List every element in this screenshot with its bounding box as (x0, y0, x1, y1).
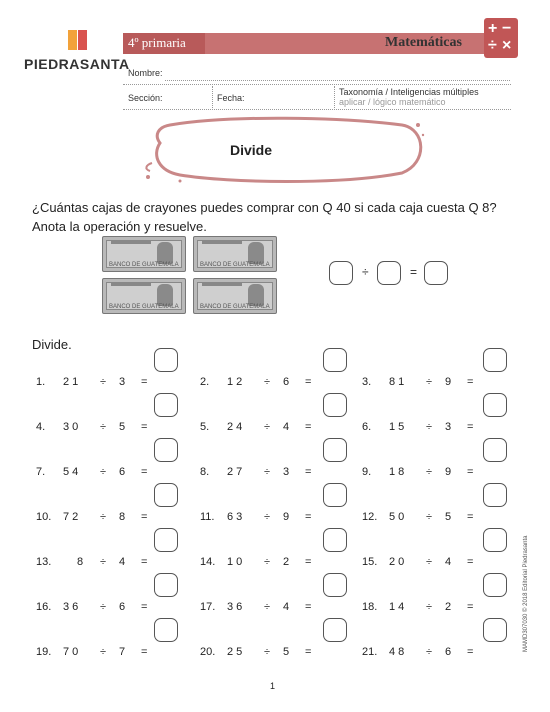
answer-box[interactable] (154, 438, 178, 462)
answer-box[interactable] (323, 528, 347, 552)
answer-box[interactable] (323, 483, 347, 507)
problem-equals-symbol: = (305, 421, 312, 433)
problem-divide-symbol: ÷ (264, 376, 271, 388)
problem-number: 17. (200, 601, 216, 613)
problem-equals-symbol: = (467, 511, 474, 523)
problem-divide-symbol: ÷ (100, 646, 107, 658)
problem-divisor: 5 (119, 421, 126, 433)
problem-dividend: 1 5 (389, 421, 405, 433)
date-label: Fecha: (217, 93, 245, 103)
answer-box[interactable] (154, 528, 178, 552)
problem-equals-symbol: = (305, 511, 312, 523)
problem-divide-symbol: ÷ (264, 556, 271, 568)
problem-equals-symbol: = (141, 421, 148, 433)
problem-equals-symbol: = (305, 466, 312, 478)
bill-image: BANCO DE GUATEMALA (102, 236, 186, 272)
divider-vertical (212, 86, 213, 108)
problem-divisor: 4 (283, 601, 290, 613)
problem-equals-symbol: = (305, 601, 312, 613)
bill-image: BANCO DE GUATEMALA (193, 278, 277, 314)
book-logo-icon (66, 28, 90, 52)
problem-equals-symbol: = (141, 601, 148, 613)
answer-box[interactable] (323, 348, 347, 372)
problem-number: 2. (200, 376, 210, 388)
problem-number: 1. (36, 376, 46, 388)
problem-dividend: 3 0 (63, 421, 79, 433)
answer-box[interactable] (483, 618, 507, 642)
problem-divide-symbol: ÷ (426, 556, 433, 568)
problem-dividend: 1 8 (389, 466, 405, 478)
problem-dividend: 5 4 (63, 466, 79, 478)
word-problem: ¿Cuántas cajas de crayones puedes comprar con Q 40 si cada caja cuesta Q 8? Anota la operación y resuelve. (32, 200, 497, 234)
answer-box[interactable] (154, 618, 178, 642)
quotient-answer-box[interactable] (424, 261, 448, 285)
problem-divisor: 4 (283, 421, 290, 433)
problem-divide-symbol: ÷ (100, 511, 107, 523)
math-operations-icon: + − ÷ × (484, 18, 518, 58)
problem-dividend: 7 0 (63, 646, 79, 658)
problem-divide-symbol: ÷ (100, 601, 107, 613)
problem-divisor: 8 (119, 511, 126, 523)
section-heading: Divide. (32, 337, 72, 352)
problem-number: 16. (36, 601, 52, 613)
bill-image: BANCO DE GUATEMALA (193, 236, 277, 272)
problem-equals-symbol: = (467, 421, 474, 433)
problem-dividend: 5 0 (389, 511, 405, 523)
problem-divide-symbol: ÷ (264, 511, 271, 523)
problem-number: 9. (362, 466, 372, 478)
problem-divide-symbol: ÷ (426, 646, 433, 658)
problem-dividend: 2 7 (227, 466, 243, 478)
publisher-name: PIEDRASANTA (24, 56, 130, 72)
problem-divide-symbol: ÷ (426, 511, 433, 523)
title-cloud-frame (140, 115, 430, 187)
problem-dividend: 6 3 (227, 511, 243, 523)
bill-image: BANCO DE GUATEMALA (102, 278, 186, 314)
problem-number: 14. (200, 556, 216, 568)
problem-dividend: 2 4 (227, 421, 243, 433)
problem-divisor: 9 (445, 466, 452, 478)
problem-divisor: 9 (445, 376, 452, 388)
answer-box[interactable] (323, 573, 347, 597)
section-label: Sección: (128, 93, 163, 103)
problem-equals-symbol: = (141, 556, 148, 568)
problem-equals-symbol: = (305, 556, 312, 568)
taxonomy-label: Taxonomía / Inteligencias múltiples (339, 87, 479, 97)
problem-equals-symbol: = (467, 601, 474, 613)
problem-dividend: 1 4 (389, 601, 405, 613)
problem-number: 21. (362, 646, 378, 658)
problem-divisor: 9 (283, 511, 290, 523)
problem-divide-symbol: ÷ (426, 376, 433, 388)
problem-divide-symbol: ÷ (100, 466, 107, 478)
problem-dividend: 1 2 (227, 376, 243, 388)
problem-equals-symbol: = (141, 376, 148, 388)
name-field[interactable] (165, 80, 510, 81)
problem-number: 19. (36, 646, 52, 658)
subject-label: Matemáticas (385, 35, 462, 50)
problem-number: 11. (200, 511, 215, 523)
page-number: 1 (270, 681, 276, 691)
problem-divide-symbol: ÷ (100, 421, 107, 433)
problem-number: 20. (200, 646, 216, 658)
problem-dividend: 2 1 (63, 376, 79, 388)
problem-divisor: 2 (283, 556, 290, 568)
problem-divide-symbol: ÷ (426, 601, 433, 613)
problem-divide-symbol: ÷ (100, 556, 107, 568)
publisher-logo (24, 28, 134, 74)
answer-box[interactable] (323, 393, 347, 417)
problem-number: 12. (362, 511, 378, 523)
problem-divisor: 3 (283, 466, 290, 478)
problem-dividend: 7 2 (63, 511, 79, 523)
problem-number: 18. (362, 601, 378, 613)
problem-equals-symbol: = (141, 646, 148, 658)
problem-divisor: 6 (119, 466, 126, 478)
problem-dividend: 8 1 (389, 376, 405, 388)
problem-dividend: 1 0 (227, 556, 243, 568)
dividend-answer-box[interactable] (329, 261, 353, 285)
answer-box[interactable] (483, 348, 507, 372)
problem-dividend: 2 5 (227, 646, 243, 658)
problem-divisor: 6 (445, 646, 452, 658)
answer-box[interactable] (483, 528, 507, 552)
problem-number: 8. (200, 466, 210, 478)
problem-divide-symbol: ÷ (264, 421, 271, 433)
problem-dividend: 3 6 (227, 601, 243, 613)
problem-equals-symbol: = (305, 646, 312, 658)
problem-equals-symbol: = (467, 556, 474, 568)
divisor-answer-box[interactable] (377, 261, 401, 285)
divide-symbol: ÷ (362, 265, 369, 279)
equals-symbol: = (410, 265, 418, 279)
answer-box[interactable] (323, 618, 347, 642)
problem-divisor: 4 (119, 556, 126, 568)
answer-box[interactable] (483, 573, 507, 597)
problem-number: 5. (200, 421, 210, 433)
problem-divisor: 5 (283, 646, 290, 658)
problem-divisor: 3 (119, 376, 126, 388)
answer-box[interactable] (483, 438, 507, 462)
problem-dividend: 8 (77, 556, 84, 568)
problem-dividend: 2 0 (389, 556, 405, 568)
problem-equals-symbol: = (467, 646, 474, 658)
problem-divide-symbol: ÷ (264, 601, 271, 613)
name-label: Nombre: (128, 68, 163, 78)
problem-divide-symbol: ÷ (100, 376, 107, 388)
problem-equals-symbol: = (305, 376, 312, 388)
problem-number: 13. (36, 556, 52, 568)
problem-divisor: 5 (445, 511, 452, 523)
copyright-code: MAMD307030 © 2018 Editorial Piedrasanta (523, 535, 529, 652)
problem-number: 6. (362, 421, 372, 433)
problem-number: 3. (362, 376, 372, 388)
answer-box[interactable] (483, 393, 507, 417)
problem-equals-symbol: = (467, 376, 474, 388)
problem-equals-symbol: = (467, 466, 474, 478)
divider-line (123, 84, 511, 85)
problem-divide-symbol: ÷ (264, 466, 271, 478)
problem-dividend: 4 8 (389, 646, 405, 658)
answer-box[interactable] (154, 348, 178, 372)
problem-divide-symbol: ÷ (426, 421, 433, 433)
answer-box[interactable] (154, 483, 178, 507)
grade-label: 4º primaria (128, 35, 186, 50)
answer-box[interactable] (323, 438, 347, 462)
answer-box[interactable] (483, 483, 507, 507)
problem-dividend: 3 6 (63, 601, 79, 613)
problem-number: 4. (36, 421, 46, 433)
problem-divide-symbol: ÷ (264, 646, 271, 658)
problem-number: 15. (362, 556, 378, 568)
divider-vertical (334, 86, 335, 108)
page-title: Divide (230, 142, 273, 158)
problem-number: 7. (36, 466, 46, 478)
problem-divisor: 6 (119, 601, 126, 613)
taxonomy-value: aplicar / lógico matemático (339, 97, 446, 107)
problem-equals-symbol: = (141, 511, 148, 523)
problem-divisor: 7 (119, 646, 126, 658)
problem-divisor: 4 (445, 556, 452, 568)
answer-box[interactable] (154, 393, 178, 417)
problem-equals-symbol: = (141, 466, 148, 478)
problem-divisor: 2 (445, 601, 452, 613)
problem-number: 10. (36, 511, 52, 523)
problem-divide-symbol: ÷ (426, 466, 433, 478)
divider-line (123, 109, 511, 110)
answer-box[interactable] (154, 573, 178, 597)
problem-divisor: 3 (445, 421, 452, 433)
problem-divisor: 6 (283, 376, 290, 388)
